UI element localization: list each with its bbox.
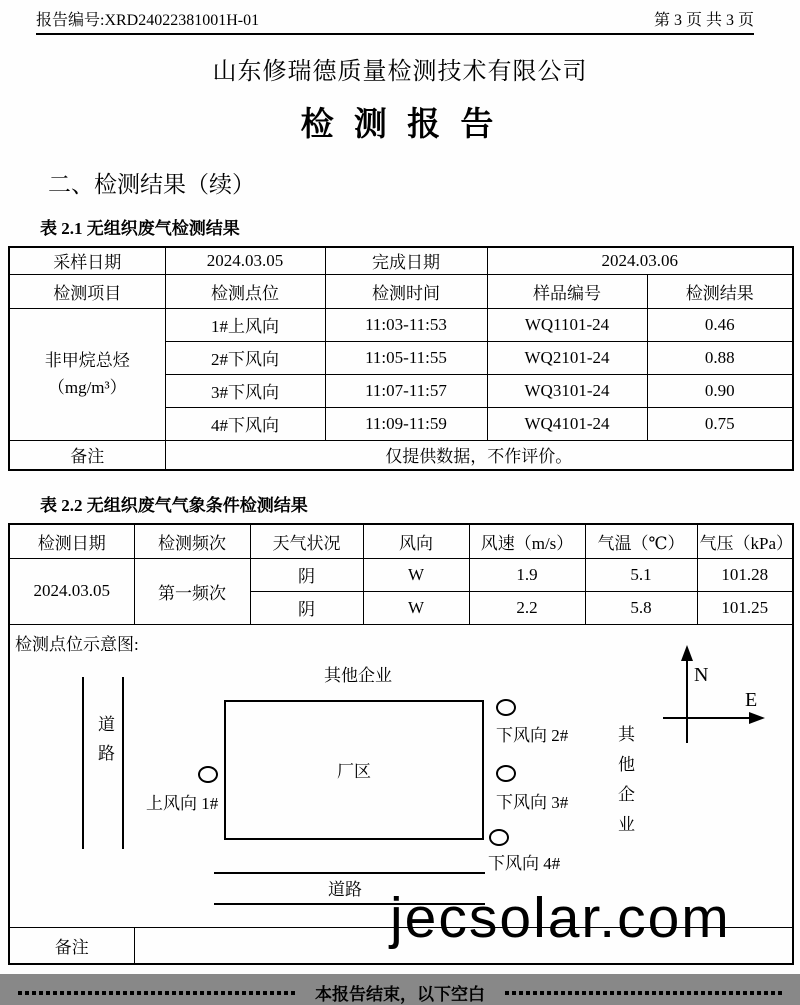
sample-cell: WQ3101-24 xyxy=(487,374,647,407)
sample-cell: WQ4101-24 xyxy=(487,407,647,440)
table-header-row xyxy=(9,274,793,308)
section-heading: 二、检测结果（续） xyxy=(48,172,255,197)
page-number: 第 3 页 共 3 页 xyxy=(653,12,754,29)
wind-direction-cell: W xyxy=(363,591,469,624)
dotted-rule-left xyxy=(18,991,295,995)
sampling-point-marker-4 xyxy=(489,829,509,846)
table-row xyxy=(9,308,793,341)
point-cell: 3#下风向 xyxy=(165,374,325,407)
table-emission-results xyxy=(8,246,794,471)
report-end-footer xyxy=(18,980,782,1005)
remark-label: 备注 xyxy=(9,440,165,470)
col-header-frequency: 检测频次 xyxy=(134,524,250,558)
sampling-point-label-1: 上风向 1# xyxy=(146,793,219,813)
bottom-road-label: 道路 xyxy=(328,879,362,899)
sampling-points-diagram xyxy=(10,625,792,927)
diagram-title: 检测点位示意图: xyxy=(15,634,139,654)
left-road-line xyxy=(122,677,124,849)
point-cell: 4#下风向 xyxy=(165,407,325,440)
sampling-point-label-2: 下风向 2# xyxy=(496,725,569,745)
wind-speed-cell: 1.9 xyxy=(469,558,585,591)
dotted-rule-right xyxy=(505,991,782,995)
col-header-wind-speed: 风速（m/s） xyxy=(469,524,585,558)
pressure-cell: 101.28 xyxy=(697,558,793,591)
completion-date-label: 完成日期 xyxy=(325,247,487,274)
page-header xyxy=(36,0,754,35)
sampling-point-marker-1 xyxy=(198,766,218,783)
date-cell: 2024.03.05 xyxy=(9,558,134,624)
sample-cell: WQ1101-24 xyxy=(487,308,647,341)
item-unit: （mg/m³） xyxy=(47,378,127,397)
table-row xyxy=(9,247,793,274)
col-header-temperature: 气温（℃） xyxy=(585,524,697,558)
frequency-cell: 第一频次 xyxy=(134,558,250,624)
left-road-label: 道路 xyxy=(95,714,114,773)
remark-value: 仅提供数据，不作评价。 xyxy=(165,440,793,470)
pressure-cell: 101.25 xyxy=(697,591,793,624)
col-header-result: 检测结果 xyxy=(647,274,793,308)
time-cell: 11:09-11:59 xyxy=(325,407,487,440)
completion-date-value: 2024.03.06 xyxy=(487,247,793,274)
right-area-label: 其他企业 xyxy=(615,724,634,845)
bottom-road-line xyxy=(214,872,485,874)
sampling-point-marker-3 xyxy=(496,765,516,782)
wind-direction-cell: W xyxy=(363,558,469,591)
report-number: 报告编号:XRD24022381001H-01 xyxy=(36,12,260,29)
company-name: 山东修瑞德质量检测技术有限公司 xyxy=(212,59,588,85)
time-cell: 11:05-11:55 xyxy=(325,341,487,374)
col-header-sample: 样品编号 xyxy=(487,274,647,308)
table1-caption: 表 2.1 无组织废气检测结果 xyxy=(40,219,240,238)
sampling-point-marker-2 xyxy=(496,699,516,716)
point-cell: 1#上风向 xyxy=(165,308,325,341)
sample-cell: WQ2101-24 xyxy=(487,341,647,374)
table2-caption: 表 2.2 无组织废气气象条件检测结果 xyxy=(40,496,308,515)
top-area-label: 其他企业 xyxy=(324,665,392,685)
remark-label: 备注 xyxy=(9,927,134,964)
item-cell xyxy=(9,308,165,440)
weather-cell: 阴 xyxy=(250,591,363,624)
item-name: 非甲烷总烃 xyxy=(44,350,130,370)
compass-east-label: E xyxy=(745,688,758,711)
time-cell: 11:03-11:53 xyxy=(325,308,487,341)
report-title: 检 测 报 告 xyxy=(300,107,500,143)
result-cell: 0.75 xyxy=(647,407,793,440)
sampling-point-label-4: 下风向 4# xyxy=(488,853,561,873)
table-row xyxy=(9,558,793,591)
factory-area-box xyxy=(224,700,484,840)
col-header-time: 检测时间 xyxy=(325,274,487,308)
report-end-text: 本报告结束，以下空白 xyxy=(315,985,485,1004)
weather-cell: 阴 xyxy=(250,558,363,591)
point-cell: 2#下风向 xyxy=(165,341,325,374)
temperature-cell: 5.8 xyxy=(585,591,697,624)
col-header-wind-direction: 风向 xyxy=(363,524,469,558)
col-header-point: 检测点位 xyxy=(165,274,325,308)
result-cell: 0.88 xyxy=(647,341,793,374)
diagram-cell xyxy=(9,624,793,927)
col-header-item: 检测项目 xyxy=(9,274,165,308)
factory-label: 厂区 xyxy=(337,762,371,781)
col-header-date: 检测日期 xyxy=(9,524,134,558)
watermark-text: jecsolar.com xyxy=(390,886,731,950)
compass-north-label: N xyxy=(694,663,709,686)
col-header-weather: 天气状况 xyxy=(250,524,363,558)
result-cell: 0.90 xyxy=(647,374,793,407)
col-header-pressure: 气压（kPa） xyxy=(697,524,793,558)
result-cell: 0.46 xyxy=(647,308,793,341)
sampling-point-label-3: 下风向 3# xyxy=(496,792,569,812)
compass-icon xyxy=(625,643,775,748)
sampling-date-label: 采样日期 xyxy=(9,247,165,274)
left-road-line xyxy=(82,677,84,849)
wind-speed-cell: 2.2 xyxy=(469,591,585,624)
temperature-cell: 5.1 xyxy=(585,558,697,591)
table-header-row xyxy=(9,524,793,558)
diagram-row xyxy=(9,624,793,927)
time-cell: 11:07-11:57 xyxy=(325,374,487,407)
remark-row xyxy=(9,440,793,470)
sampling-date-value: 2024.03.05 xyxy=(165,247,325,274)
